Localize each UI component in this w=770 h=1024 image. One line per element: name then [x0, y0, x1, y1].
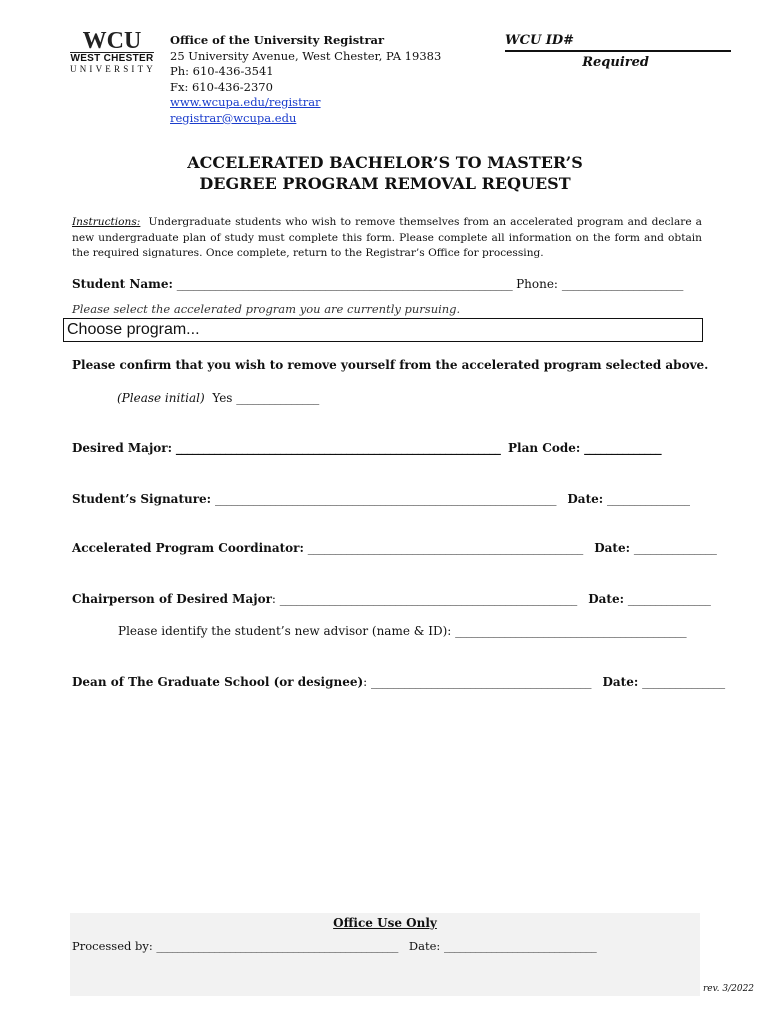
- dean-label-colon: :: [363, 675, 368, 689]
- student-signature-row: [72, 492, 690, 506]
- desired-major-row: [72, 441, 661, 455]
- phone-field[interactable]: ______________________: [561, 277, 683, 291]
- wcu-logo: [70, 30, 154, 74]
- dean-date-label: Date:: [602, 675, 639, 689]
- plan-code-field[interactable]: ______________: [584, 441, 662, 455]
- program-select-note: Please select the accelerated program you are currently pursuing.: [72, 302, 461, 316]
- processed-row: [72, 939, 596, 953]
- advisor-label: Please identify the student’s new advisor (name & ID):: [118, 624, 452, 638]
- student-name-row: [72, 277, 683, 291]
- processed-date-field[interactable]: _____________________________: [443, 939, 597, 953]
- wcu-id-required-note: Required: [582, 55, 649, 70]
- student-signature-date-field[interactable]: _______________: [607, 492, 690, 506]
- initial-yes-field[interactable]: _______________: [236, 391, 319, 405]
- form-title-line2: DEGREE PROGRAM REMOVAL REQUEST: [199, 174, 571, 193]
- form-title-line1: ACCELERATED BACHELOR’S TO MASTER’S: [187, 153, 583, 172]
- student-name-field[interactable]: _____________________________________________________________: [176, 277, 513, 291]
- instructions-label: Instructions:: [72, 216, 141, 228]
- chairperson-row: [72, 592, 710, 606]
- chairperson-date-field[interactable]: _______________: [627, 592, 711, 606]
- processed-by-field[interactable]: ______________________________________________: [156, 939, 398, 953]
- program-dropdown-value: Choose program...: [67, 321, 200, 338]
- student-name-label: Student Name:: [72, 277, 173, 291]
- logo-wcu-text: WCU: [82, 28, 142, 54]
- instructions: [72, 215, 702, 262]
- student-signature-field[interactable]: ______________________________________________________________: [214, 492, 556, 506]
- dean-date-field[interactable]: _______________: [642, 675, 725, 689]
- coordinator-date-field[interactable]: _______________: [633, 541, 717, 555]
- desired-major-field[interactable]: ___________________________________________________________: [175, 441, 501, 455]
- confirm-removal-text: Please confirm that you wish to remove yourself from the accelerated program selected above.: [72, 358, 709, 372]
- office-address: 25 University Avenue, West Chester, PA 19383: [170, 48, 442, 63]
- chairperson-date-label: Date:: [588, 592, 625, 606]
- advisor-row: [118, 624, 686, 638]
- chairperson-label: Chairperson of Desired Major: [72, 592, 272, 606]
- wcu-id-field[interactable]: [505, 33, 731, 70]
- registrar-website-link[interactable]: www.wcupa.edu/registrar: [170, 95, 321, 109]
- office-name: Office of the University Registrar: [170, 33, 385, 47]
- processed-by-label: Processed by:: [72, 939, 153, 953]
- dean-signature-field[interactable]: ________________________________________: [371, 675, 592, 689]
- chairperson-signature-field[interactable]: ______________________________________________________: [279, 592, 577, 606]
- program-dropdown[interactable]: [63, 318, 703, 342]
- plan-code-label: Plan Code:: [508, 441, 581, 455]
- instructions-text: Undergraduate students who wish to remove themselves from an accelerated program and declare a new undergraduate plan of study must complete this form. Please complete all information on the form and obtain the required signatures. Once complete, return to the Registrar’s Office for processing.: [72, 216, 702, 259]
- dean-row: [72, 675, 725, 689]
- coordinator-row: [72, 541, 716, 555]
- coordinator-signature-field[interactable]: __________________________________________________: [307, 541, 583, 555]
- student-signature-label: Student’s Signature:: [72, 492, 212, 506]
- student-signature-date-label: Date:: [567, 492, 604, 506]
- coordinator-label: Accelerated Program Coordinator:: [72, 541, 304, 555]
- advisor-field[interactable]: __________________________________________: [455, 624, 687, 638]
- chairperson-label-colon: :: [271, 592, 276, 606]
- phone-label: Phone:: [516, 277, 558, 291]
- coordinator-date-label: Date:: [594, 541, 631, 555]
- office-use-box: [70, 913, 700, 996]
- registrar-email-link[interactable]: registrar@wcupa.edu: [170, 110, 297, 125]
- logo-university-text: UNIVERSITY: [70, 64, 156, 74]
- office-fax: Fx: 610-436-2370: [170, 79, 273, 94]
- office-use-title: Office Use Only: [333, 916, 437, 930]
- wcu-id-label: WCU ID#: [505, 33, 731, 52]
- initial-label: (Please initial): [117, 391, 205, 405]
- office-phone: Ph: 610-436-3541: [170, 64, 274, 78]
- desired-major-label: Desired Major:: [72, 441, 173, 455]
- dean-label: Dean of The Graduate School (or designee): [72, 675, 364, 689]
- revision-note: rev. 3/2022: [703, 984, 755, 994]
- office-info: [170, 33, 441, 126]
- form-title: [0, 152, 770, 194]
- logo-west-chester-text: WEST CHESTER: [70, 53, 154, 64]
- yes-label: Yes: [212, 391, 233, 405]
- processed-date-label: Date:: [408, 939, 441, 953]
- initial-row: [117, 391, 319, 405]
